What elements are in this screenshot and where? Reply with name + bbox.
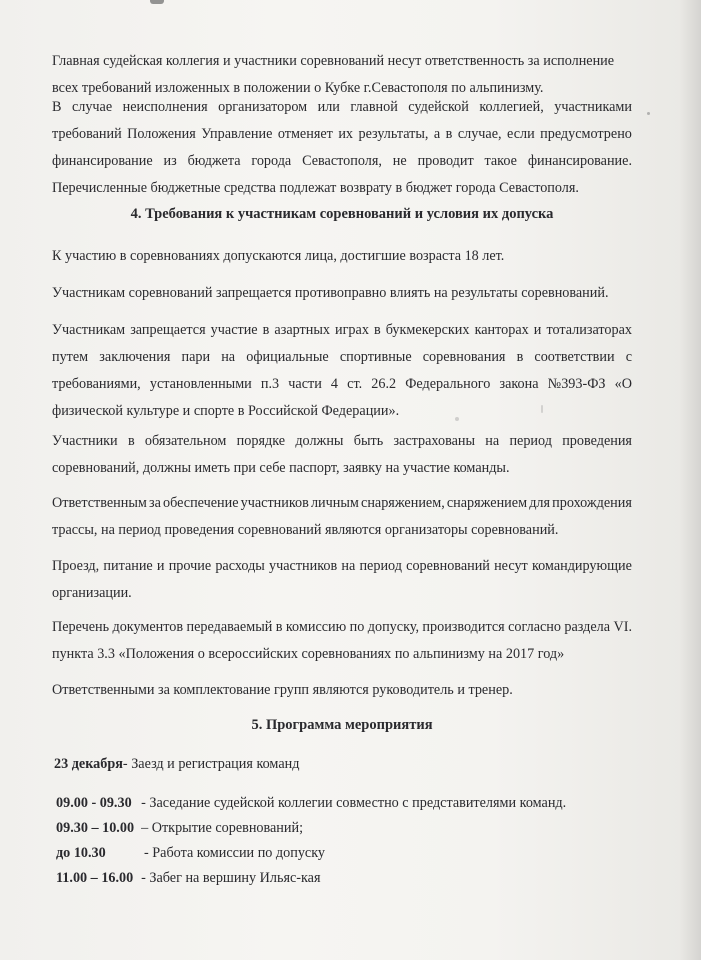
word: азартных: [274, 322, 330, 338]
word: а: [433, 126, 441, 142]
word: не: [392, 153, 407, 169]
p7-line: [52, 614, 632, 641]
word: передаваемый: [186, 619, 273, 635]
word: участников: [240, 495, 309, 511]
schedule-desc: - Забег на вершину Ильяс-кая: [134, 870, 321, 886]
word: организатором: [218, 99, 308, 115]
intro-line-2: всех требований изложенных в положении о Кубке г.Севастополя по альпинизму.: [52, 80, 544, 96]
word: 26.2: [371, 376, 397, 392]
word: порядке: [236, 433, 286, 449]
word: бюджета: [187, 153, 241, 169]
p7-line-last: пункта 3.3 «Положения о всероссийских соревнованиях по альпинизму на 2017 год»: [52, 646, 565, 662]
word: финансирование.: [527, 153, 632, 169]
line-text: Участникам соревнований запрещается противоправно влиять на результаты соревнований.: [52, 285, 609, 301]
word: производится: [422, 619, 505, 635]
word: обеспечение: [163, 495, 239, 511]
section-5-title: 5. Программа мероприятия: [251, 717, 433, 733]
word: участие: [210, 322, 258, 338]
word: требований: [52, 126, 122, 142]
program-date: 23 декабря: [54, 756, 123, 772]
section-4-title: 4. Требования к участникам соревнований и условия их допуска: [130, 206, 554, 222]
word: запрещается: [130, 322, 206, 338]
word: «О: [614, 376, 632, 392]
word: установленными: [149, 376, 252, 392]
word: раздела: [564, 619, 611, 635]
word: прохождения: [552, 495, 632, 511]
word: и: [533, 322, 542, 338]
intro-line-1: Главная судейская коллегия и участники соревнований несут ответственность за исполнение: [52, 53, 615, 69]
word: Участникам: [52, 322, 126, 338]
p3-line: [52, 371, 632, 398]
word: обязательном: [144, 433, 227, 449]
word: В: [52, 99, 62, 115]
section-4-p3: [52, 317, 632, 425]
word: документов: [112, 619, 184, 635]
word: участниками: [554, 99, 632, 115]
word: закона: [499, 376, 539, 392]
word: города: [251, 153, 292, 169]
word: Положения: [127, 126, 196, 142]
intro-p2-line: [52, 121, 632, 148]
word: или: [317, 99, 340, 115]
intro-paragraph-2: [52, 94, 632, 202]
word: питание: [103, 558, 153, 574]
section-4-p5: [52, 490, 632, 544]
word: путем: [52, 349, 89, 365]
word: неисполнения: [122, 99, 208, 115]
word: Ответственным: [52, 495, 147, 511]
schedule-desc: – Открытие соревнований;: [134, 820, 304, 836]
section-4-p6: [52, 553, 632, 607]
schedule-time: до 10.30: [56, 845, 106, 861]
word: на: [221, 349, 236, 365]
word: в: [445, 126, 453, 142]
p3-line: [52, 344, 632, 371]
word: быть: [353, 433, 384, 449]
word: соревнования: [422, 349, 506, 365]
word: их: [338, 126, 353, 142]
schedule-item: [56, 845, 325, 862]
word: тотализаторах: [546, 322, 632, 338]
p3-line-last: физической культуре и спорте в Российской Федерации».: [52, 403, 400, 419]
word: комиссию: [285, 619, 347, 635]
scan-speck: [647, 112, 650, 115]
word: случае,: [457, 126, 502, 142]
word: требованиями,: [52, 376, 141, 392]
word: на: [485, 433, 500, 449]
line-text: Ответственными за комплектование групп являются руководитель и тренер.: [52, 682, 513, 698]
p4-line: [52, 428, 632, 455]
word: застрахованы: [393, 433, 475, 449]
word: Участники: [52, 433, 118, 449]
word: 4: [330, 376, 339, 392]
word: в: [373, 322, 381, 338]
word: период: [509, 433, 552, 449]
word: снаряжением: [446, 495, 528, 511]
word: за: [148, 495, 161, 511]
word: если: [507, 126, 535, 142]
word: результаты,: [358, 126, 429, 142]
word: пари: [181, 349, 211, 365]
word: части: [288, 376, 322, 392]
word: снаряжением,: [361, 495, 445, 511]
word: соревнований: [406, 558, 490, 574]
word: и: [156, 558, 165, 574]
word: случае: [71, 99, 113, 115]
word: проводит: [417, 153, 474, 169]
schedule-item: [56, 795, 566, 812]
section-4-p1: [52, 243, 632, 270]
word: предусмотрено: [540, 126, 632, 142]
word: несут: [494, 558, 528, 574]
section-4-p8: [52, 677, 632, 704]
word: по: [349, 619, 365, 635]
word: заключения: [99, 349, 171, 365]
p6-line-last: организации.: [52, 585, 132, 601]
intro-p2-line-last: Перечисленные бюджетные средства подлежат возврату в бюджет города Севастополя.: [52, 180, 579, 196]
word: должны: [295, 433, 344, 449]
word: букмекерских: [385, 322, 470, 338]
schedule-item: [56, 820, 303, 837]
section-4-p4: [52, 428, 632, 482]
p5-line-last: трассы, на период проведения соревнований являются организаторы соревнований.: [52, 522, 559, 538]
word: из: [163, 153, 177, 169]
word: расходы: [215, 558, 265, 574]
p3-line: [52, 317, 632, 344]
word: отменяет: [277, 126, 333, 142]
word: личным: [310, 495, 359, 511]
schedule-time: 09.00 - 09.30: [56, 795, 132, 811]
word: п.3: [260, 376, 280, 392]
word: в: [516, 349, 524, 365]
word: согласно: [508, 619, 561, 635]
schedule-time: 11.00 – 16.00: [56, 870, 134, 886]
schedule-desc: - Работа комиссии по допуску: [144, 845, 326, 861]
word: главной: [350, 99, 398, 115]
word: допуску,: [367, 619, 419, 635]
p4-line-last: соревнований, должны иметь при себе паспорт, заявку на участие команды.: [52, 460, 510, 476]
page-edge-shadow: [679, 0, 701, 960]
word: в: [127, 433, 135, 449]
word: Проезд,: [52, 558, 100, 574]
word: проведения: [562, 433, 632, 449]
word: с: [625, 349, 632, 365]
word: командирующие: [531, 558, 632, 574]
word: прочие: [168, 558, 212, 574]
word: соответствии: [534, 349, 615, 365]
intro-p2-line: [52, 148, 632, 175]
scan-mark: [150, 0, 164, 4]
word: играх: [335, 322, 369, 338]
schedule-item: [56, 870, 321, 887]
schedule-desc: - Заседание судейской коллегии совместно с представителями команд.: [134, 795, 567, 811]
word: ст.: [347, 376, 363, 392]
p6-line: [52, 553, 632, 580]
intro-p2-line: [52, 94, 632, 121]
word: Федерального: [405, 376, 491, 392]
word: официальные: [246, 349, 329, 365]
word: на: [341, 558, 356, 574]
section-4-p7: [52, 614, 632, 668]
word: канторах: [474, 322, 529, 338]
word: в: [275, 619, 283, 635]
program-day-desc: - Заезд и регистрация команд: [122, 756, 300, 772]
word: финансирование: [52, 153, 153, 169]
word: спортивные: [339, 349, 412, 365]
word: Управление: [201, 126, 273, 142]
word: в: [262, 322, 270, 338]
word: коллегией,: [479, 99, 544, 115]
program-day: [54, 756, 299, 773]
word: участников: [269, 558, 338, 574]
line-text: К участию в соревнованиях допускаются лица, достигшие возраста 18 лет.: [52, 248, 505, 264]
word: период: [359, 558, 402, 574]
word: для: [529, 495, 551, 511]
word: такое: [484, 153, 517, 169]
word: Севастополя,: [302, 153, 382, 169]
p5-line: [52, 490, 632, 517]
word: судейской: [408, 99, 469, 115]
word: Перечень: [52, 619, 110, 635]
word: VI.: [613, 619, 632, 635]
word: №393-ФЗ: [547, 376, 606, 392]
section-4-p2: [52, 280, 632, 307]
schedule-time: 09.30 – 10.00: [56, 820, 135, 836]
